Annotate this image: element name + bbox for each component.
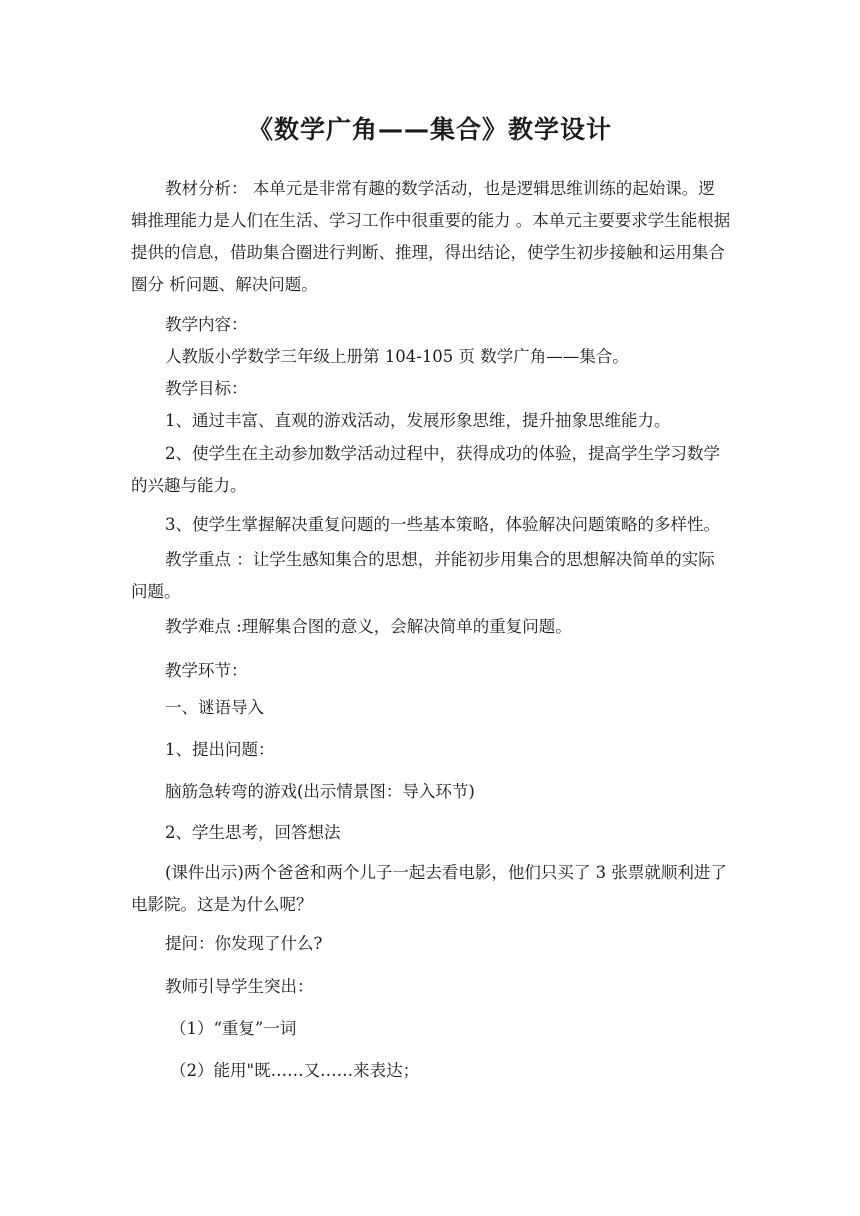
step-1: 1、提出问题： bbox=[165, 740, 275, 759]
analysis-paragraph: 教材分析： 本单元是非常有趣的数学活动，也是逻辑思维训练的起始课。逻辑推理能力是人们在生活、学习工作中很重要的能力 。本单元主要要求学生能根据提供的信息，借助集合圈进行判断、推理，得出结论，使学生初步接触和运用集合圈分 析问题、解决问题。 bbox=[131, 179, 731, 294]
courseware-paragraph: (课件出示)两个爸爸和两个儿子一起去看电影，他们只买了 3 张票就顺利进了电影院。这是为什么呢？ bbox=[131, 863, 727, 914]
step-2: 2、学生思考，回答想法 bbox=[165, 823, 341, 842]
content-heading: 教学内容： bbox=[165, 315, 248, 334]
goal-item-3: 3、使学生掌握解决重复问题的一些基本策略，体验解决问题策略的多样性。 bbox=[165, 515, 720, 534]
key-point-paragraph: 教学重点 ：让学生感知集合的思想，并能初步用集合的思想解决简单的实际问题。 bbox=[131, 550, 715, 601]
step-1-detail: 脑筋急转弯的游戏(出示情景图：导入环节) bbox=[165, 782, 475, 801]
goal-item-1: 1、通过丰富、直观的游戏活动，发展形象思维，提升抽象思维能力。 bbox=[165, 411, 671, 430]
content-text: 人教版小学数学三年级上册第 104-105 页 数学广角——集合。 bbox=[165, 347, 629, 366]
difficult-point: 教学难点 :理解集合图的意义，会解决简单的重复问题。 bbox=[165, 617, 572, 636]
goal-item-2: 2、使学生在主动参加数学活动过程中，获得成功的体验，提高学生学习数学的兴趣与能力。 bbox=[131, 444, 720, 495]
document-title: 《数学广角——集合》教学设计 bbox=[247, 115, 612, 144]
section-heading-1: 一、谜语导入 bbox=[165, 698, 264, 717]
steps-heading: 教学环节： bbox=[165, 661, 248, 680]
question-line: 提问：你发现了什么? bbox=[165, 934, 323, 953]
guide-line: 教师引导学生突出： bbox=[165, 977, 314, 996]
guide-item-1: （1）“重复”一词 bbox=[170, 1019, 297, 1038]
guide-item-2: （2）能用"既……又……来表达； bbox=[170, 1061, 420, 1080]
goals-heading: 教学目标： bbox=[165, 379, 248, 398]
